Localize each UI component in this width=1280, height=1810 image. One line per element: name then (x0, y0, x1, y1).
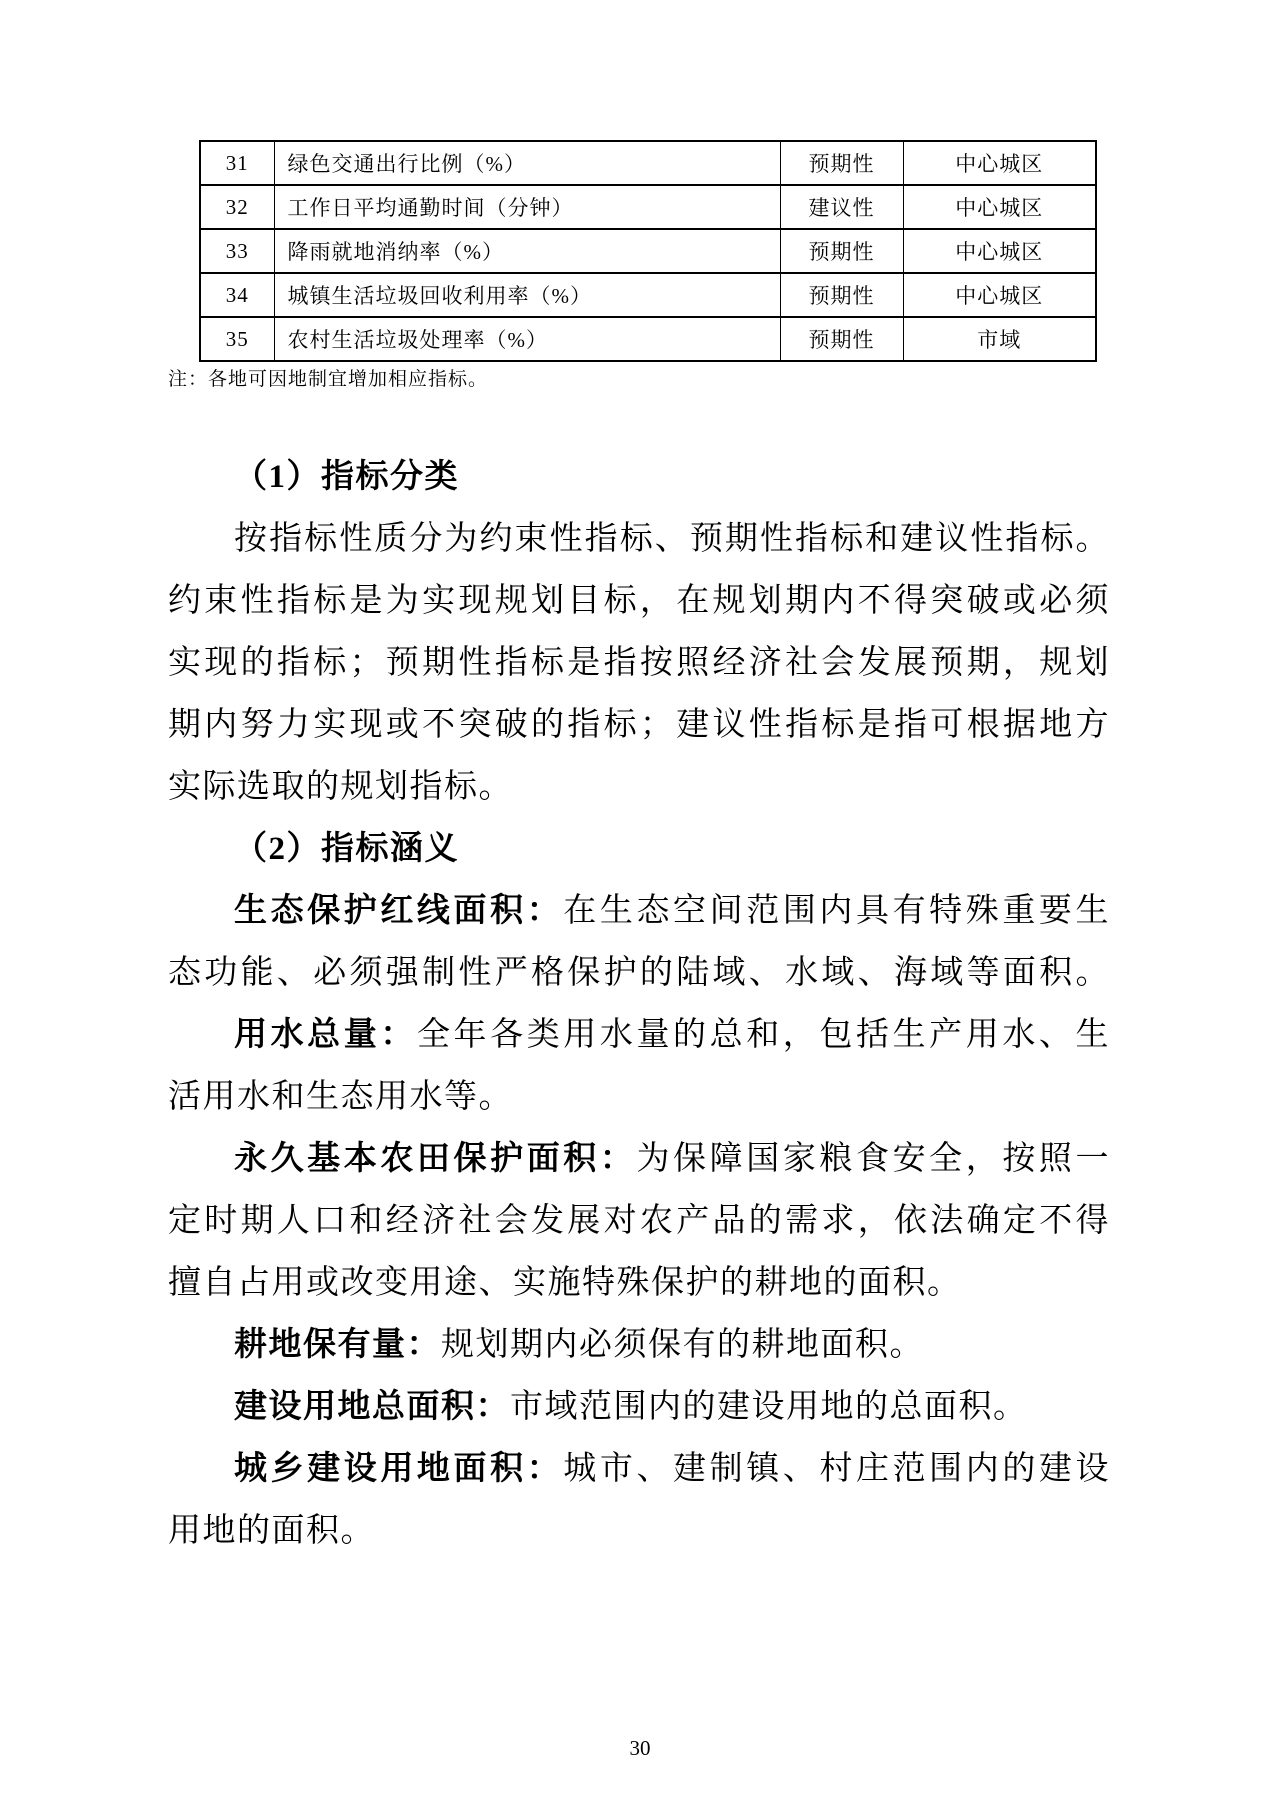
definition-text: 规划期内必须保有的耕地面积。 (441, 1327, 924, 1363)
definition-urban-rural-construction-land-area (168, 1438, 1110, 1562)
indicator-name-cell: 绿色交通出行比例（%） (274, 141, 780, 185)
indicator-no-cell: 33 (200, 229, 274, 273)
definition-text: 在生态空间范围内具有特殊重要生 (563, 893, 1111, 929)
indicator-no-cell: 31 (200, 141, 274, 185)
definition-text: 为保障国家粮食安全，按照一 (636, 1141, 1111, 1177)
indicator-name-cell: 农村生活垃圾处理率（%） (274, 317, 780, 361)
table-row (200, 317, 1096, 361)
text-line (168, 1314, 1110, 1376)
indicator-name-cell: 工作日平均通勤时间（分钟） (274, 185, 780, 229)
section-heading-indicator-meaning: （2）指标涵义 (234, 831, 459, 867)
definition-total-construction-land-area (168, 1376, 1110, 1438)
text-line (168, 880, 1110, 942)
table-note: 注：各地可因地制宜增加相应指标。 (168, 369, 489, 390)
definition-term: 建设用地总面积： (234, 1389, 510, 1425)
definition-term: 用水总量： (234, 1017, 417, 1053)
indicator-name-cell: 城镇生活垃圾回收利用率（%） (274, 273, 780, 317)
table-row (200, 185, 1096, 229)
definition-cultivated-land-retention (168, 1314, 1110, 1376)
paragraph-indicator-classification (168, 508, 1110, 818)
definition-text: 市域范围内的建设用地的总面积。 (510, 1389, 1028, 1425)
indicator-table (199, 140, 1097, 362)
definition-total-water-use (168, 1004, 1110, 1128)
table-row (200, 273, 1096, 317)
text-line: 约束性指标是为实现规划目标，在规划期内不得突破或必须 (168, 583, 1110, 619)
indicator-scope-cell: 市域 (903, 317, 1096, 361)
text-line: 实际选取的规划指标。 (168, 769, 513, 805)
indicator-no-cell: 34 (200, 273, 274, 317)
indicator-no-cell: 32 (200, 185, 274, 229)
indicator-type-cell: 预期性 (780, 141, 903, 185)
definition-text: 城市、建制镇、村庄范围内的建设 (563, 1451, 1111, 1487)
definition-text: 全年各类用水量的总和，包括生产用水、生 (416, 1017, 1111, 1053)
text-line (168, 1004, 1110, 1066)
indicator-no-cell: 35 (200, 317, 274, 361)
definition-term: 永久基本农田保护面积： (234, 1141, 637, 1177)
text-line: 活用水和生态用水等。 (168, 1079, 513, 1115)
text-line: 按指标性质分为约束性指标、预期性指标和建议性指标。 (234, 521, 1110, 557)
indicator-name-cell: 降雨就地消纳率（%） (274, 229, 780, 273)
table-row (200, 141, 1096, 185)
text-line: 定时期人口和经济社会发展对农产品的需求，依法确定不得 (168, 1203, 1110, 1239)
indicator-scope-cell: 中心城区 (903, 273, 1096, 317)
text-line: 擅自占用或改变用途、实施特殊保护的耕地的面积。 (168, 1265, 962, 1301)
section-heading-indicator-classification: （1）指标分类 (234, 459, 459, 495)
indicator-scope-cell: 中心城区 (903, 229, 1096, 273)
text-line (168, 1376, 1110, 1438)
page-content (168, 140, 1110, 1562)
text-line (168, 1438, 1110, 1500)
page-number: 30 (629, 1736, 651, 1760)
indicator-scope-cell: 中心城区 (903, 141, 1096, 185)
text-line: 态功能、必须强制性严格保护的陆域、水域、海域等面积。 (168, 955, 1110, 991)
definition-term: 城乡建设用地面积： (234, 1451, 564, 1487)
definition-eco-redline-area (168, 880, 1110, 1004)
indicator-type-cell: 预期性 (780, 273, 903, 317)
indicator-type-cell: 预期性 (780, 317, 903, 361)
definition-permanent-farmland-area (168, 1128, 1110, 1314)
indicator-type-cell: 建议性 (780, 185, 903, 229)
table-row (200, 229, 1096, 273)
indicator-scope-cell: 中心城区 (903, 185, 1096, 229)
text-line (168, 1128, 1110, 1190)
text-line: 实现的指标；预期性指标是指按照经济社会发展预期，规划 (168, 645, 1110, 681)
text-line: 用地的面积。 (168, 1513, 375, 1549)
definition-term: 生态保护红线面积： (234, 893, 564, 929)
text-line: 期内努力实现或不突破的指标；建议性指标是指可根据地方 (168, 707, 1110, 743)
definition-term: 耕地保有量： (234, 1327, 441, 1363)
indicator-type-cell: 预期性 (780, 229, 903, 273)
